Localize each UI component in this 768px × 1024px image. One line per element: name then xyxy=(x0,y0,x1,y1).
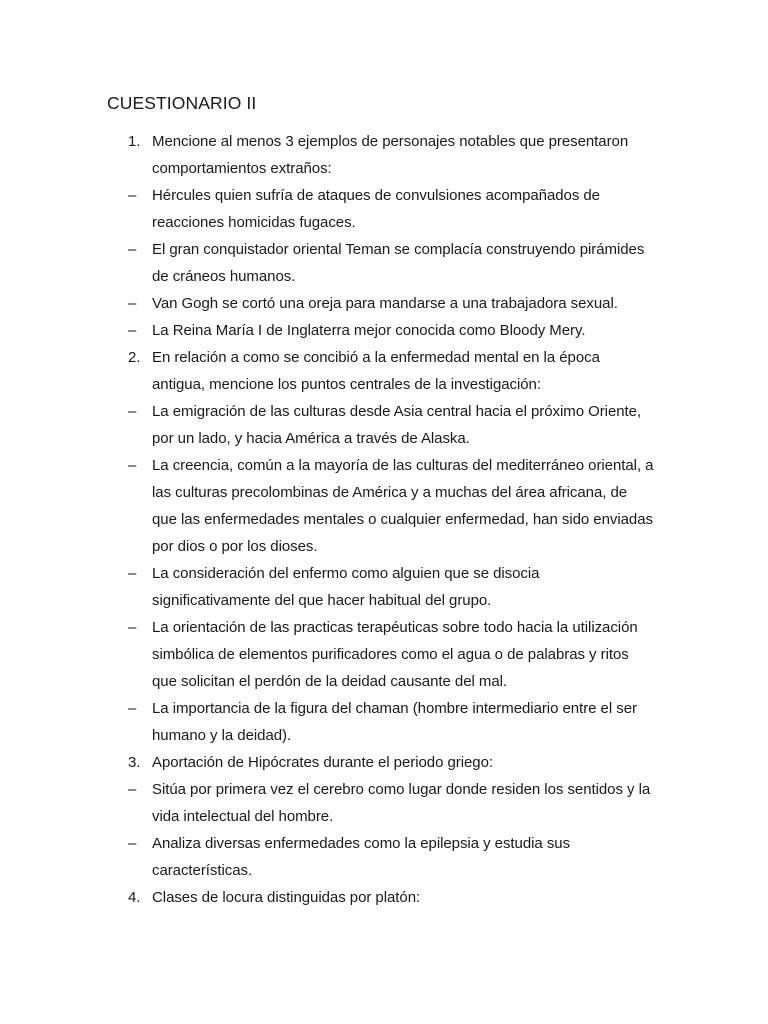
item-text-line: comportamientos extraños: xyxy=(152,160,332,177)
question-item xyxy=(0,884,664,911)
bullet-dash: – xyxy=(128,457,137,474)
bullet-dash: – xyxy=(128,700,137,717)
bullet-dash: – xyxy=(128,295,137,312)
question-number: 3. xyxy=(128,754,141,771)
bullet-dash: – xyxy=(128,835,137,852)
item-text-line: En relación a como se concibió a la enfermedad mental en la época xyxy=(152,349,600,366)
item-text-line: Clases de locura distinguidas por platón: xyxy=(152,889,421,906)
answer-bullet-item xyxy=(0,776,664,830)
item-text-line: que solicitan el perdón de la deidad causante del mal. xyxy=(152,673,508,690)
item-text-line: por dios o por los dioses. xyxy=(152,538,318,555)
question-number: 4. xyxy=(128,889,141,906)
answer-bullet-item xyxy=(0,695,664,749)
question-list xyxy=(0,128,768,911)
item-text-line: características. xyxy=(152,862,253,879)
item-text-line: antigua, mencione los puntos centrales de la investigación: xyxy=(152,376,541,393)
item-text-line: Hércules quien sufría de ataques de convulsiones acompañados de xyxy=(152,187,600,204)
item-text-line: La orientación de las practicas terapéuticas sobre todo hacia la utilización xyxy=(152,619,638,636)
item-text-line: Aportación de Hipócrates durante el periodo griego: xyxy=(152,754,494,771)
item-text-line: de cráneos humanos. xyxy=(152,268,296,285)
item-text-line: La consideración del enfermo como alguien que se disocia xyxy=(152,565,540,582)
answer-bullet-item xyxy=(0,452,664,560)
bullet-dash: – xyxy=(128,781,137,798)
item-text-line: La importancia de la figura del chaman (hombre intermediario entre el ser xyxy=(152,700,637,717)
answer-bullet-item xyxy=(0,560,664,614)
answer-bullet-item xyxy=(0,614,664,695)
item-text-line: El gran conquistador oriental Teman se complacía construyendo pirámides xyxy=(152,241,645,258)
document-title: CUESTIONARIO II xyxy=(107,93,257,113)
item-text-line: Sitúa por primera vez el cerebro como lugar donde residen los sentidos y la xyxy=(152,781,651,798)
question-item xyxy=(0,749,664,776)
item-text-line: por un lado, y hacia América a través de Alaska. xyxy=(152,430,470,447)
item-text-line: La emigración de las culturas desde Asia central hacia el próximo Oriente, xyxy=(152,403,642,420)
item-text-line: simbólica de elementos purificadores como el agua o de palabras y ritos xyxy=(152,646,629,663)
question-number: 1. xyxy=(128,133,141,150)
item-text-line: La creencia, común a la mayoría de las culturas del mediterráneo oriental, a xyxy=(152,457,654,474)
item-text-line: La Reina María I de Inglaterra mejor conocida como Bloody Mery. xyxy=(152,322,586,339)
bullet-dash: – xyxy=(128,403,137,420)
item-text-line: Analiza diversas enfermedades como la epilepsia y estudia sus xyxy=(152,835,571,852)
item-text-line: Van Gogh se cortó una oreja para mandarse a una trabajadora sexual. xyxy=(152,295,618,312)
question-item xyxy=(0,344,664,398)
bullet-dash: – xyxy=(128,241,137,258)
item-text-line: las culturas precolombinas de América y a muchas del área africana, de xyxy=(152,484,628,501)
item-text-line: significativamente del que hacer habitual del grupo. xyxy=(152,592,492,609)
answer-bullet-item xyxy=(0,236,664,290)
item-text-line: que las enfermedades mentales o cualquier enfermedad, han sido enviadas xyxy=(152,511,653,528)
answer-bullet-item xyxy=(0,290,664,317)
answer-bullet-item xyxy=(0,830,664,884)
item-text-line: vida intelectual del hombre. xyxy=(152,808,334,825)
bullet-dash: – xyxy=(128,619,137,636)
answer-bullet-item xyxy=(0,317,664,344)
item-text-line: humano y la deidad). xyxy=(152,727,292,744)
item-text-line: reacciones homicidas fugaces. xyxy=(152,214,356,231)
question-item xyxy=(0,128,664,182)
bullet-dash: – xyxy=(128,322,137,339)
answer-bullet-item xyxy=(0,182,664,236)
bullet-dash: – xyxy=(128,565,137,582)
item-text-line: Mencione al menos 3 ejemplos de personajes notables que presentaron xyxy=(152,133,629,150)
bullet-dash: – xyxy=(128,187,137,204)
answer-bullet-item xyxy=(0,398,664,452)
question-number: 2. xyxy=(128,349,141,366)
